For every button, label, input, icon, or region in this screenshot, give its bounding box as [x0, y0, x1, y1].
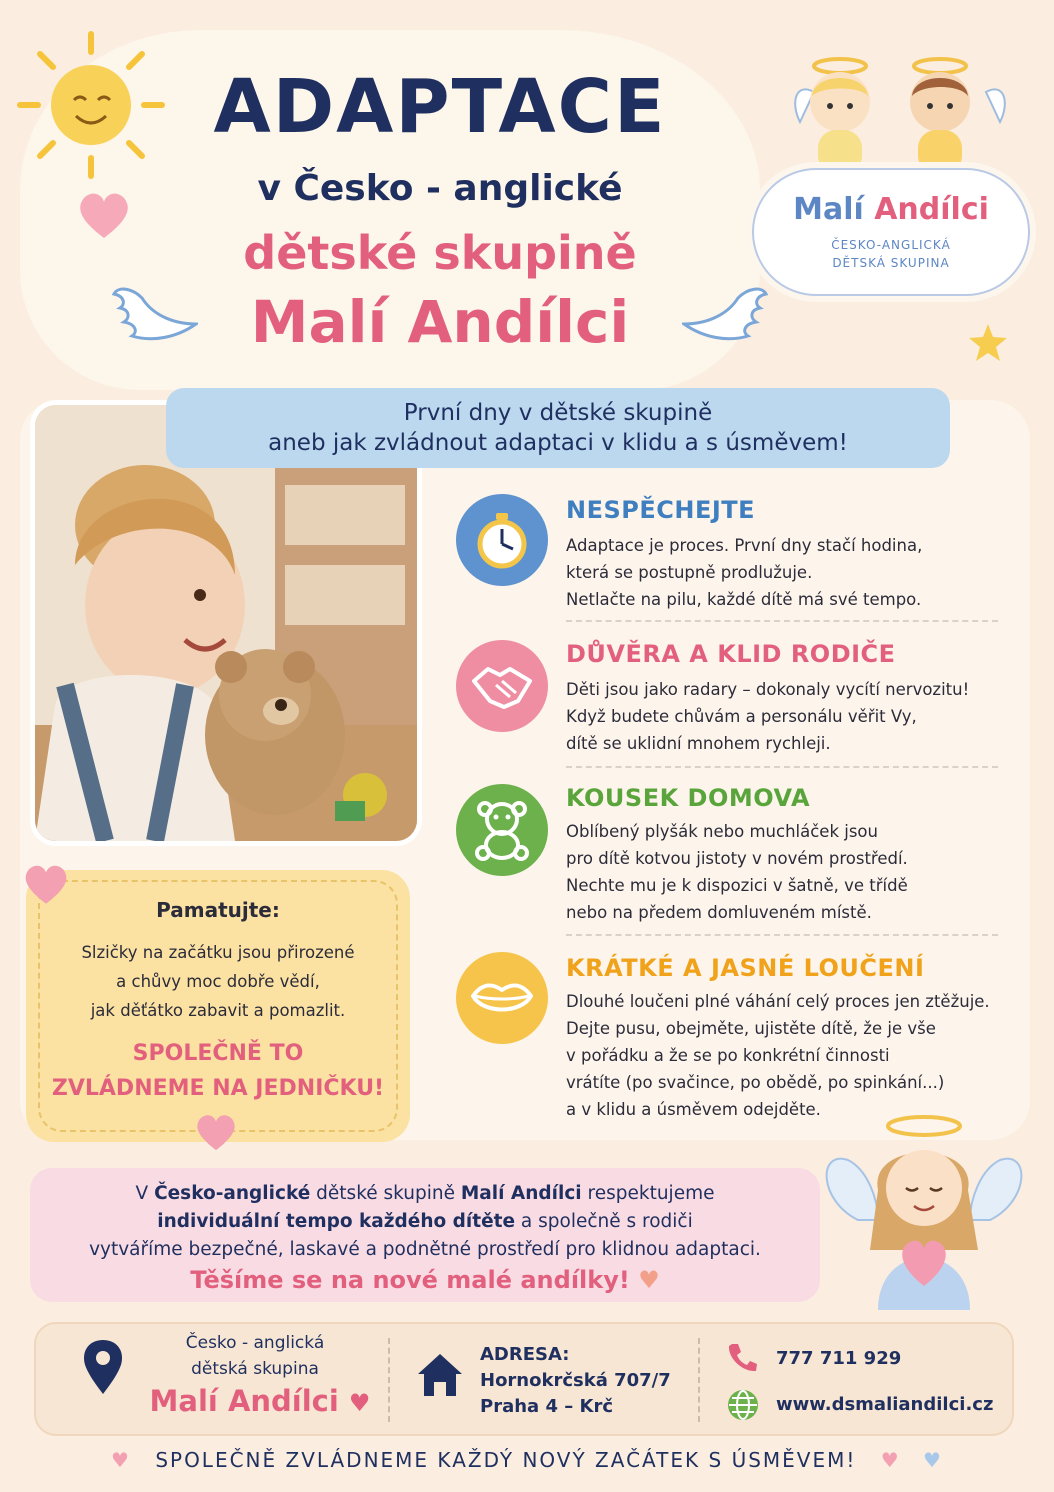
globe-icon: [726, 1388, 760, 1422]
note-cta-line2: ZVLÁDNEME NA JEDNIČKU!: [51, 1076, 385, 1101]
heart-icon: ♥: [923, 1448, 943, 1472]
tip-4-text: [566, 988, 1006, 1123]
tip-4-line: Dlouhé loučeni plné váhání celý proces jen ztěžuje.: [566, 992, 990, 1011]
heart-icon: ♥: [348, 1389, 371, 1417]
logo-name-part2: Andílci: [874, 192, 989, 227]
child-teddy-illustration: [35, 405, 417, 841]
heart-icon: [76, 190, 132, 240]
footer-address-line1: Hornokrčská 707/7: [480, 1370, 671, 1391]
tip-4-line: vrátíte (po svačince, po obědě, po spinkání...): [566, 1073, 945, 1092]
note-cta: [26, 1036, 410, 1106]
heart-icon: ♥: [638, 1266, 660, 1294]
tip-2-title: DŮVĚRA A KLID RODIČE: [566, 640, 896, 668]
note-line: jak děťátko zabavit a pomazlit.: [90, 1001, 346, 1020]
note-cta-line1: SPOLEČNĚ TO: [132, 1041, 304, 1066]
heart-icon: [194, 1112, 238, 1152]
tip-1-text: [566, 532, 1006, 613]
statement-bold: Malí Andílci: [460, 1183, 582, 1204]
footer-org-name-text: Malí Andílci: [149, 1384, 339, 1418]
teddy-bear-icon: [473, 799, 531, 861]
statement-text: V: [135, 1183, 155, 1204]
handshake-icon: [470, 661, 534, 711]
logo-subtitle: [752, 236, 1030, 272]
bottom-slogan: SPOLEČNĚ ZVLÁDNEME KAŽDÝ NOVÝ ZAČÁTEK S ÚSMĚVEM!: [155, 1448, 857, 1472]
tip-2-line: Děti jsou jako radary – dokonaly vycítí nervozitu!: [566, 680, 970, 699]
right-wing-icon: [682, 284, 768, 344]
stopwatch-icon: [471, 509, 533, 571]
tip-3-line: nebo na předem domluveném místě.: [566, 903, 872, 922]
title-name: Malí Andílci: [250, 288, 630, 356]
heart-icon: ♥: [880, 1448, 901, 1472]
statement-cta-text: Těšíme se na nové malé andílky!: [190, 1266, 630, 1294]
house-icon: [416, 1352, 464, 1398]
tip-3-title: KOUSEK DOMOVA: [566, 784, 811, 812]
left-wing-icon: [112, 284, 198, 344]
note-line: a chůvy moc dobře vědí,: [116, 972, 320, 991]
tip-2-text: [566, 676, 1006, 757]
tip-4-line: v pořádku a že se po konkrétní činnosti: [566, 1046, 890, 1065]
note-title: Pamatujte:: [156, 898, 280, 922]
footer-org: [140, 1330, 370, 1382]
note-text: [40, 938, 396, 1025]
phone-icon: [726, 1342, 758, 1374]
star-icon: [966, 322, 1010, 364]
statement-text: respektujeme: [581, 1183, 715, 1204]
statement-cta: [30, 1266, 820, 1294]
footer-org-line2: dětská skupina: [191, 1359, 319, 1379]
intro-banner: [166, 388, 950, 468]
tip-4-title: KRÁTKÉ A JASNÉ LOUČENÍ: [566, 954, 925, 982]
logo-name: [752, 192, 1030, 227]
footer-address: [480, 1342, 671, 1420]
angel-with-heart-icon: [818, 1110, 1030, 1320]
statement-text: a společně s rodiči: [515, 1211, 693, 1232]
footer-website-link[interactable]: www.dsmaliandilci.cz: [776, 1394, 994, 1415]
tip-1-line: Adaptace je proces. První dny stačí hodina,: [566, 536, 923, 555]
divider: [566, 620, 998, 622]
tip-1-title: NESPĚCHEJTE: [566, 496, 756, 524]
map-pin-icon: [82, 1338, 124, 1396]
statement-text: dětské skupině: [310, 1183, 461, 1204]
footer-org-line1: Česko - anglická: [185, 1333, 325, 1353]
logo-name-part1: Malí: [793, 192, 864, 227]
tip-4-icon-circle: [456, 952, 548, 1044]
tip-2-line: dítě se uklidní mnohem rychleji.: [566, 734, 831, 753]
logo-sub-line1: ČESKO-ANGLICKÁ: [831, 238, 951, 252]
footer-phone[interactable]: 777 711 929: [776, 1348, 902, 1369]
banner-line2: aneb jak zvládnout adaptaci v klidu a s úsměvem!: [268, 430, 848, 456]
footer-address-label: ADRESA:: [480, 1344, 570, 1365]
footer-address-line2: Praha 4 – Krč: [480, 1396, 613, 1417]
note-line: Slzičky na začátku jsou přirozené: [81, 943, 355, 962]
tip-3-icon-circle: [456, 784, 548, 876]
logo-sub-line2: DĚTSKÁ SKUPINA: [832, 256, 950, 270]
logo-cloud: [752, 168, 1030, 296]
tip-2-line: Když budete chůvám a personálu věřit Vy,: [566, 707, 917, 726]
banner-line1: První dny v dětské skupině: [403, 400, 713, 426]
title-group: dětské skupině: [243, 226, 637, 280]
footer-separator: [388, 1338, 390, 1422]
title-subline: v Česko - anglické: [257, 168, 623, 209]
heart-icon: ♥: [111, 1448, 131, 1472]
tip-1-line: Netlačte na pilu, každé dítě má své tempo.: [566, 590, 922, 609]
tip-4-line: Dejte pusu, obejměte, ujistěte dítě, že je vše: [566, 1019, 936, 1038]
divider: [566, 766, 998, 768]
tip-3-line: Nechte mu je k dispozici v šatně, ve třídě: [566, 876, 908, 895]
title-adaptace: ADAPTACE: [213, 64, 667, 150]
tip-3-line: pro dítě kotvou jistoty v novém prostředí.: [566, 849, 908, 868]
statement-line3: vytváříme bezpečné, laskavé a podnětné prostředí pro klidnou adaptaci.: [89, 1239, 761, 1260]
footer-separator: [698, 1338, 700, 1422]
footer-org-name: [140, 1384, 380, 1418]
bottom-slogan-row: [0, 1448, 1054, 1472]
tip-1-icon-circle: [456, 494, 548, 586]
tip-2-icon-circle: [456, 640, 548, 732]
divider: [566, 934, 998, 936]
tip-3-text: [566, 818, 1006, 926]
tip-3-line: Oblíbený plyšák nebo muchláček jsou: [566, 822, 878, 841]
statement-line2: [30, 1208, 820, 1236]
sun-icon: [16, 30, 166, 180]
tip-4-line: a v klidu a úsměvem odejděte.: [566, 1100, 821, 1119]
lips-icon: [471, 978, 533, 1018]
statement-bold: Česko-anglické: [154, 1183, 311, 1204]
statement-line1: [30, 1180, 820, 1208]
statement-bold: individuální tempo každého dítěte: [157, 1211, 516, 1232]
angels-logo-icon: [790, 52, 1010, 182]
tip-1-line: která se postupně prodlužuje.: [566, 563, 813, 582]
